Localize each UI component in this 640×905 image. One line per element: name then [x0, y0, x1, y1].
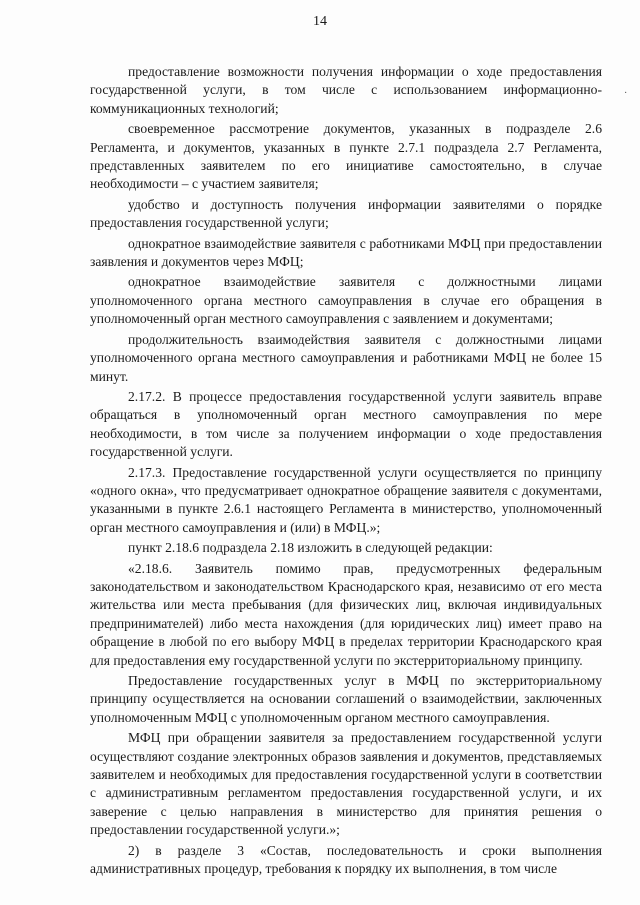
paragraph-2-18-6: «2.18.6. Заявитель помимо прав, предусмотренных федеральным законодательством и законодательством Краснодарского края, независимо от его места жительства или места пребывания (для физических лиц, включая индивидуальных предпринимателей) либо места нахождения (для юридических лиц) имеет право на обращение в любой по его выбору МФЦ в пределах территории Краснодарского края для предоставления ему государственной услуги по экстерриториальному принципу.: [90, 560, 602, 668]
paragraph-official-interaction: однократное взаимодействие заявителя с должностными лицами уполномоченного органа местного самоуправления в случае его обращения в уполномоченный орган местного самоуправления с заявлением и документами;: [90, 274, 602, 327]
paragraph-mfc-interaction: однократное взаимодействие заявителя с работниками МФЦ при предоставлении заявления и документов через МФЦ;: [90, 235, 602, 270]
paragraph-extraterritorial: Предоставление государственных услуг в МФЦ по экстерриториальному принципу осуществляется на основании соглашений о взаимодействии, заключенных уполномоченным МФЦ с уполномоченным органом местного самоуправления.: [90, 673, 602, 725]
paragraph-mfc-electronic: МФЦ при обращении заявителя за предоставлением государственной услуги осуществляют создание электронных образов заявления и документов, представляемых заявителем и необходимых для предоставления государственной услуги в соответствии с административным регламентом предоставления государственной услуги, и их заверение с целью направления в министерство для принятия решения о предоставлении государственной услуги.»;: [90, 730, 602, 838]
paragraph-timely-review: своевременное рассмотрение документов, указанных в подразделе 2.6 Регламента, и документов, указанных в пункте 2.7.1 подраздела 2.7 Регламента, представленных заявителем по его инициативе самостоятельно, в случае необходимости – с участием заявителя;: [90, 121, 602, 192]
paragraph-duration: продолжительность взаимодействия заявителя с должностными лицами уполномоченного органа местного самоуправления и работниками МФЦ не более 15 минут.: [90, 331, 602, 384]
paragraph-amendment-2-18-6: пункт 2.18.6 подраздела 2.18 изложить в следующей редакции:: [128, 540, 493, 556]
page-number: 14: [313, 14, 327, 29]
paragraph-info-access: предоставление возможности получения информации о ходе предоставления государственной услуги, в том числе с использованием информационно-коммуникационных технологий;: [90, 64, 602, 116]
paragraph-2-17-2: 2.17.2. В процессе предоставления государственной услуги заявитель вправе обращаться в уполномоченный орган местного самоуправления по мере необходимости, в том числе за получением информации о ходе предоставления государственной услуги.: [90, 388, 602, 460]
document-body: [90, 63, 602, 880]
paragraph-convenience: удобство и доступность получения информации заявителями о порядке предоставления государственной услуги;: [90, 196, 602, 231]
paragraph-2-17-3: 2.17.3. Предоставление государственной услуги осуществляется по принципу «одного окна», что предусматривает однократное обращение заявителя с документами, указанными в пункте 2.6.1 настоящего Регламента в министерство, уполномоченный орган местного самоуправления и (или) в МФЦ.»;: [90, 464, 602, 535]
margin-mark: ·: [624, 88, 628, 99]
paragraph-section-3: 2) в разделе 3 «Состав, последовательность и сроки выполнения административных процедур, требования к порядку их выполнения, в том числе: [90, 842, 602, 877]
